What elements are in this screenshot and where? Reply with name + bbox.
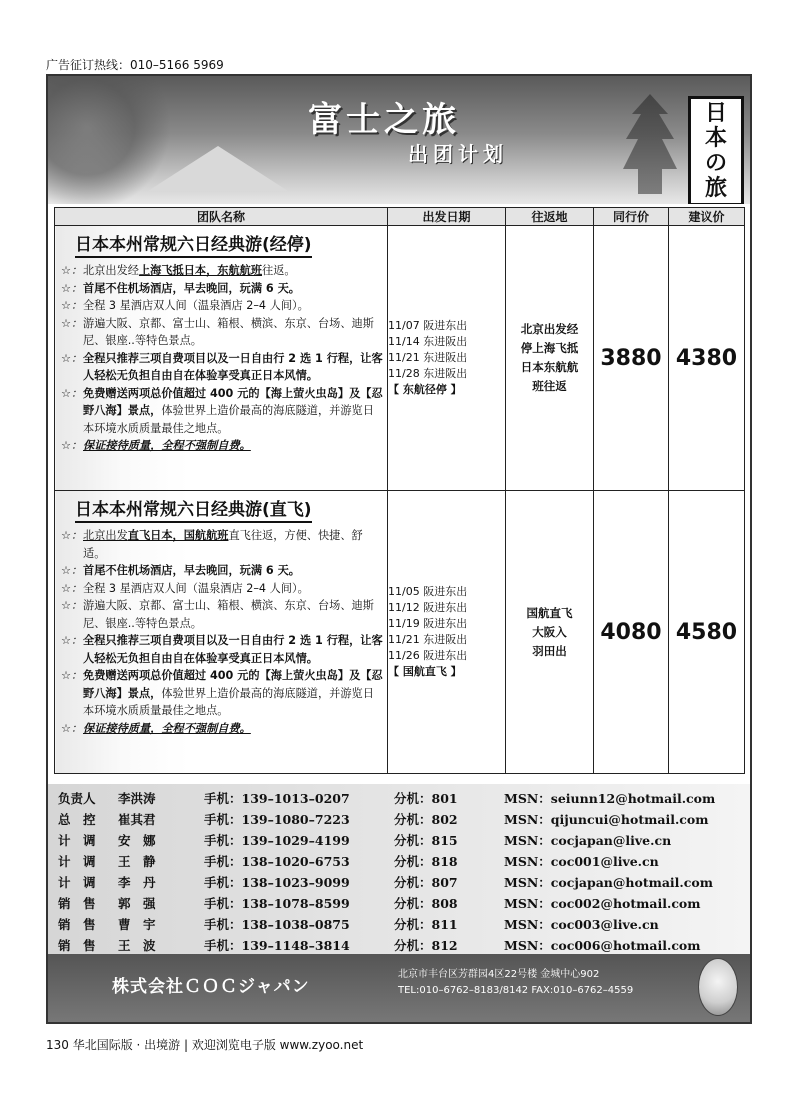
ad-hotline: 广告征订热线：010–5166 5969: [46, 58, 224, 72]
airline-note: 【 国航直飞 】: [388, 665, 462, 678]
tour-description: [55, 226, 388, 491]
list-item: ☆： 游遍大阪、京都、富士山、箱根、横滨、东京、台场、迪斯尼、银座..等特色景点。: [61, 316, 374, 347]
table-row: [55, 491, 745, 774]
header-tour-name: 团队名称: [55, 208, 388, 226]
tour-description: [55, 491, 388, 774]
list-item: ☆： 全程 3 星酒店双人间（温泉酒店 2–4 人间）。: [61, 581, 309, 595]
header-route: 往返地: [506, 208, 594, 226]
date-item: 11/21 东进阪出: [388, 633, 468, 646]
peer-price: 4080: [594, 491, 669, 774]
list-item: ☆： 免费赠送两项总价值超过 400 元的【海上萤火虫岛】及【忍野八海】景点，体验世界上造价最高的海底隧道，并游览日本环境水质质量最佳之地点。: [61, 386, 383, 435]
contact-row: 计 调 王 静 手机：138–1020–6753 分机：818 MSN：coc001@live.cn: [58, 854, 659, 869]
header-suggested-price: 建议价: [669, 208, 745, 226]
list-item: ☆： 北京出发经上海飞抵日本，东航航班往返。: [61, 264, 296, 277]
date-item: 11/05 阪进东出: [388, 585, 468, 598]
header-departure-date: 出发日期: [388, 208, 506, 226]
company-address: 北京市丰台区芳群园4区22号楼 金城中心902 TEL:010–6762–8183/8142 FAX:010–6762–4559: [398, 969, 634, 996]
contact-row: 销 售 郭 强 手机：138–1078–8599 分机：808 MSN：coc002@hotmail.com: [58, 896, 701, 911]
date-item: 11/26 阪进东出: [388, 649, 468, 662]
table-header: [55, 208, 745, 226]
japan-trip-badge: 日 本 の 旅: [688, 96, 744, 204]
company-name: 株式会社ＣＯＣジャパン: [112, 977, 310, 997]
banner: [48, 76, 750, 204]
date-item: 11/12 阪进东出: [388, 601, 468, 614]
list-item: ☆： 北京出发直飞日本，国航航班直飞往返，方便、快捷、舒适。: [61, 529, 363, 560]
banner-subtitle: 出团计划: [408, 142, 508, 166]
date-item: 11/14 东进阪出: [388, 335, 468, 348]
list-item: ☆： 全程 3 星酒店双人间（温泉酒店 2–4 人间）。: [61, 299, 309, 312]
header-peer-price: 同行价: [594, 208, 669, 226]
suggested-price: 4580: [669, 491, 745, 774]
tour-table: [54, 207, 745, 774]
table-row: [55, 226, 745, 491]
date-item: 11/19 阪进东出: [388, 617, 468, 630]
list-item: ☆： 首尾不住机场酒店，早去晚回，玩满 6 天。: [61, 564, 300, 577]
contact-row: 计 调 安 娜 手机：139–1029–4199 分机：815 MSN：cocjapan@live.cn: [58, 833, 672, 848]
mount-fuji-icon: [148, 146, 288, 191]
contact-row: 销 售 曹 宇 手机：138–1038–0875 分机：811 MSN：coc003@live.cn: [58, 917, 659, 932]
noh-mask-icon: [698, 958, 738, 1016]
tour-plan-frame: [46, 74, 752, 1024]
peer-price: 3880: [594, 226, 669, 491]
feature-list: [61, 527, 383, 737]
contact-row: 销 售 王 波 手机：139–1148–3814 分机：812 MSN：coc006@hotmail.com: [58, 938, 701, 953]
contact-row: 负责人 李洪涛 手机：139–1013–0207 分机：801 MSN：seiunn12@hotmail.com: [58, 791, 716, 806]
list-item: ☆： 游遍大阪、京都、富士山、箱根、横滨、东京、台场、迪斯尼、银座..等特色景点。: [61, 599, 374, 630]
page-footer: 130 华北国际版 · 出境游 | 欢迎浏览电子版 www.zyoo.net: [46, 1038, 364, 1052]
list-item: ☆： 免费赠送两项总价值超过 400 元的【海上萤火虫岛】及【忍野八海】景点，体验世界上造价最高的海底隧道，并游览日本环境水质质量最佳之地点。: [61, 669, 383, 717]
route-info: 北京出发经 停上海飞抵 日本东航航 班往返: [506, 226, 594, 491]
date-item: 11/28 东进阪出: [388, 367, 468, 380]
tour-title: 日本本州常规六日经典游(直飞): [75, 495, 312, 523]
list-item: ☆： 全程只推荐三项自费项目以及一日自由行 2 选 1 行程，让客人轻松无负担自由自在体验享受真正日本风情。: [61, 634, 383, 665]
contact-list: [48, 784, 750, 954]
suggested-price: 4380: [669, 226, 745, 491]
contact-row: 总 控 崔其君 手机：139–1080–7223 分机：802 MSN：qijuncui@hotmail.com: [58, 812, 709, 827]
departure-dates: [388, 491, 506, 774]
banner-title: 富士之旅: [308, 100, 460, 140]
pagoda-icon: [620, 94, 680, 194]
date-item: 11/21 东进阪出: [388, 351, 468, 364]
airline-note: 【 东航径停 】: [388, 383, 462, 396]
tour-title: 日本本州常规六日经典游(经停): [75, 230, 312, 258]
date-item: 11/07 阪进东出: [388, 319, 468, 332]
route-info: 国航直飞 大阪入 羽田出: [506, 491, 594, 774]
list-item: ☆： 首尾不住机场酒店，早去晚回，玩满 6 天。: [61, 281, 300, 295]
list-item: ☆： 保证接待质量，全程不强制自费。: [61, 439, 251, 452]
list-item: ☆： 保证接待质量，全程不强制自费。: [61, 721, 251, 735]
contact-row: 计 调 李 丹 手机：138–1023–9099 分机：807 MSN：cocjapan@hotmail.com: [58, 875, 713, 890]
list-item: ☆： 全程只推荐三项自费项目以及一日自由行 2 选 1 行程，让客人轻松无负担自由自在体验享受真正日本风情。: [61, 351, 383, 382]
departure-dates: [388, 226, 506, 491]
feature-list: [61, 262, 383, 455]
company-footer: [48, 954, 750, 1022]
